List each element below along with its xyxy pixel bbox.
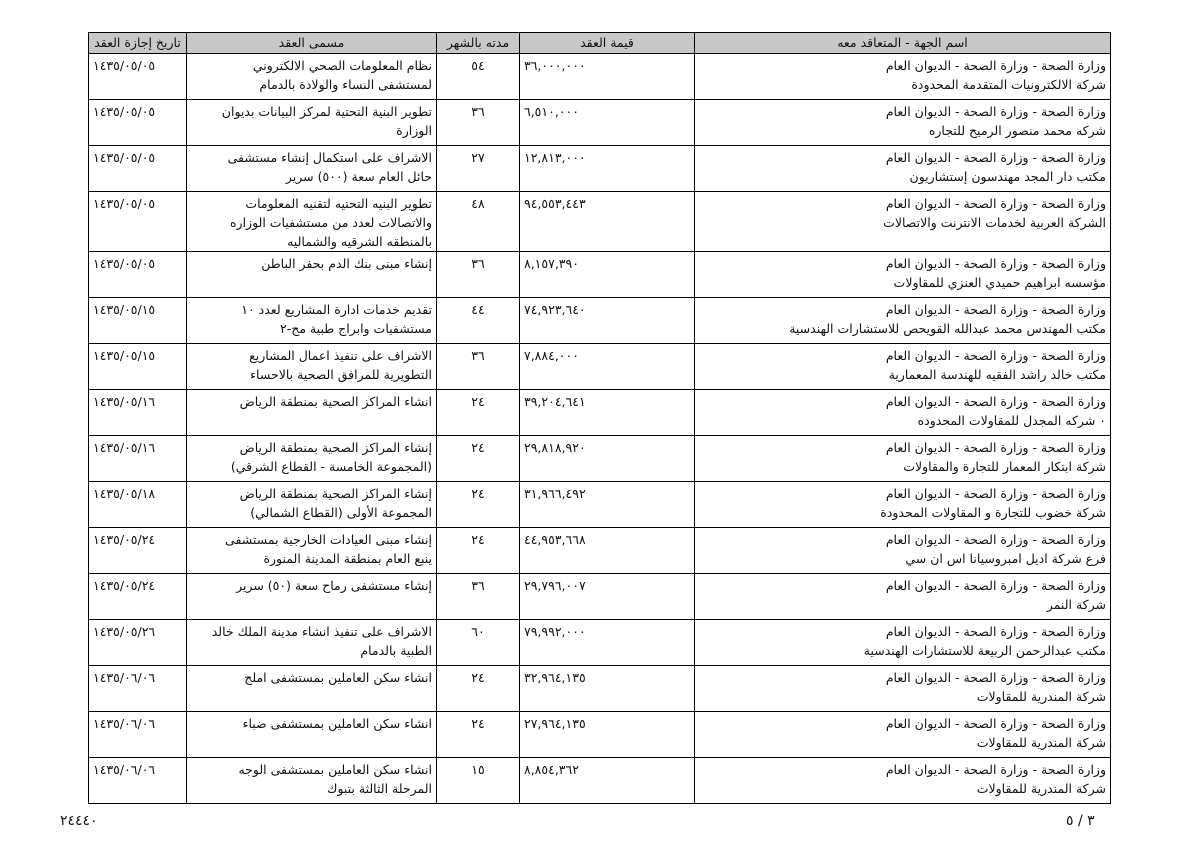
cell-party	[695, 54, 1111, 100]
cell-approval-date	[89, 252, 187, 298]
cell-approval-date	[89, 758, 187, 804]
cell-contract-name	[187, 528, 437, 574]
table-row	[89, 436, 1111, 482]
cell-contract-name	[187, 666, 437, 712]
cell-party-text: مكتب المهندس محمد عبدالله القويحص للاستشارات الهندسية	[789, 321, 1106, 336]
table-row	[89, 482, 1111, 528]
cell-contract-name-text: إنشاء مستشفى رماح سعة (٥٠) سرير	[236, 578, 432, 593]
cell-party	[695, 712, 1111, 758]
cell-duration	[437, 666, 520, 712]
cell-contract-name	[187, 482, 437, 528]
cell-contract-name	[187, 620, 437, 666]
cell-value	[520, 146, 695, 192]
table-row	[89, 252, 1111, 298]
cell-duration	[437, 298, 520, 344]
cell-value	[520, 100, 695, 146]
header-duration: مدته بالشهر	[437, 33, 520, 54]
cell-approval-date-text: ١٤٣٥/٠٥/٢٤	[93, 532, 156, 547]
cell-contract-name-text: انشاء المراكز الصحية بمنطقة الرياض	[239, 394, 432, 409]
cell-party-text: شركة المندرية للمقاولات	[976, 689, 1106, 704]
cell-approval-date-text: ١٤٣٥/٠٥/١٥	[93, 348, 156, 363]
cell-duration	[437, 54, 520, 100]
cell-duration-text: ١٥	[471, 762, 485, 777]
cell-contract-name-text: تطوير البنيه التحتيه لتقنيه المعلومات	[245, 196, 432, 211]
cell-contract-name	[187, 390, 437, 436]
cell-party-text: وزارة الصحة - وزارة الصحة - الديوان العام	[885, 150, 1106, 165]
cell-party	[695, 344, 1111, 390]
cell-party-text: شركة المندرية للمقاولات	[976, 781, 1106, 796]
cell-value-text: ٩٤,٥٥٣,٤٤٣	[524, 196, 586, 211]
cell-value-text: ٧٩,٩٩٢,٠٠٠	[524, 624, 586, 639]
cell-approval-date-text: ١٤٣٥/٠٦/٠٦	[93, 670, 156, 685]
table-row	[89, 758, 1111, 804]
cell-contract-name	[187, 436, 437, 482]
cell-party-text: وزارة الصحة - وزارة الصحة - الديوان العام	[885, 578, 1106, 593]
cell-value	[520, 390, 695, 436]
cell-value-text: ٦,٥١٠,٠٠٠	[524, 104, 579, 119]
cell-contract-name-text: إنشاء مبنى العيادات الخارجية بمستشفى	[225, 532, 432, 547]
cell-party	[695, 436, 1111, 482]
cell-contract-name	[187, 758, 437, 804]
cell-duration-text: ٣٦	[471, 256, 485, 271]
table-row	[89, 100, 1111, 146]
cell-duration	[437, 146, 520, 192]
cell-approval-date	[89, 344, 187, 390]
cell-value	[520, 528, 695, 574]
cell-approval-date	[89, 100, 187, 146]
table-row	[89, 528, 1111, 574]
cell-party-text: شركه محمد منصور الرميح للتجاره	[928, 123, 1106, 138]
cell-party	[695, 192, 1111, 252]
cell-duration	[437, 528, 520, 574]
header-approval-date: تاريخ إجازة العقد	[89, 33, 187, 54]
cell-duration-text: ٣٦	[471, 578, 485, 593]
cell-duration	[437, 574, 520, 620]
cell-value	[520, 666, 695, 712]
cell-approval-date-text: ١٤٣٥/٠٥/١٨	[93, 486, 156, 501]
cell-value-text: ٤٤,٩٥٣,٦٦٨	[524, 532, 586, 547]
cell-party	[695, 758, 1111, 804]
cell-party-text: وزارة الصحة - وزارة الصحة - الديوان العام	[885, 440, 1106, 455]
cell-value-text: ١٢,٨١٣,٠٠٠	[524, 150, 586, 165]
cell-value	[520, 436, 695, 482]
cell-approval-date	[89, 390, 187, 436]
table-row	[89, 54, 1111, 100]
cell-approval-date	[89, 712, 187, 758]
cell-party	[695, 390, 1111, 436]
cell-value-text: ٢٩,٨١٨,٩٢٠	[524, 440, 586, 455]
cell-contract-name	[187, 146, 437, 192]
cell-contract-name	[187, 54, 437, 100]
cell-value-text: ٧٤,٩٢٣,٦٤٠	[524, 302, 586, 317]
cell-party	[695, 574, 1111, 620]
cell-value	[520, 252, 695, 298]
cell-value-text: ٣١,٩٦٦,٤٩٢	[524, 486, 586, 501]
cell-contract-name-text: الاشراف على استكمال إنشاء مستشفى	[227, 150, 432, 165]
cell-contract-name-text: المجموعة الأولى (القطاع الشمالي)	[250, 505, 432, 520]
cell-approval-date-text: ١٤٣٥/٠٥/٢٦	[93, 624, 156, 639]
cell-contract-name-text: الاشراف على تنفيذ انشاء مدينة الملك خالد	[211, 624, 432, 639]
cell-contract-name-text: إنشاء المراكز الصحية بمنطقة الرياض	[239, 440, 432, 455]
cell-duration-text: ٢٤	[471, 486, 485, 501]
cell-approval-date	[89, 620, 187, 666]
header-party: اسم الجهة - المتعاقد معه	[695, 33, 1111, 54]
cell-value-text: ٢٩,٧٩٦,٠٠٧	[524, 578, 586, 593]
cell-party-text: وزارة الصحة - وزارة الصحة - الديوان العام	[885, 302, 1106, 317]
cell-party-text: شركة ابتكار المعمار للتجارة والمقاولات	[903, 459, 1106, 474]
cell-approval-date-text: ١٤٣٥/٠٥/١٦	[93, 440, 156, 455]
table-row	[89, 298, 1111, 344]
cell-contract-name-text: الوزارة	[396, 123, 432, 138]
cell-value	[520, 758, 695, 804]
cell-duration	[437, 482, 520, 528]
cell-approval-date	[89, 528, 187, 574]
cell-contract-name-text: إنشاء مبنى بنك الدم بحفر الباطن	[261, 256, 432, 271]
cell-value-text: ٧,٨٨٤,٠٠٠	[524, 348, 579, 363]
cell-approval-date-text: ١٤٣٥/٠٥/٠٥	[93, 196, 156, 211]
cell-value	[520, 344, 695, 390]
cell-approval-date	[89, 482, 187, 528]
cell-party-text: الشركة العربية لخدمات الانترنت والاتصالات	[883, 215, 1106, 230]
cell-party-text: وزارة الصحة - وزارة الصحة - الديوان العام	[885, 58, 1106, 73]
cell-approval-date-text: ١٤٣٥/٠٦/٠٦	[93, 762, 156, 777]
cell-approval-date-text: ١٤٣٥/٠٥/٠٥	[93, 58, 156, 73]
cell-approval-date	[89, 298, 187, 344]
cell-party-text: وزارة الصحة - وزارة الصحة - الديوان العام	[885, 716, 1106, 731]
header-contract-name: مسمى العقد	[187, 33, 437, 54]
cell-party-text: مكتب دار المجد مهندسون إستشاريون	[909, 169, 1106, 184]
cell-contract-name-text: حائل العام سعة (٥٠٠) سرير	[285, 169, 432, 184]
page-number: ٣ / ٥	[1066, 813, 1095, 829]
cell-contract-name-text: مستشفيات وابراج طبية مج-٢	[280, 321, 432, 336]
cell-contract-name-text: انشاء سكن العاملين بمستشفى الوجه	[238, 762, 432, 777]
cell-contract-name	[187, 712, 437, 758]
cell-duration-text: ٢٤	[471, 716, 485, 731]
cell-value	[520, 712, 695, 758]
cell-party-text: شركة النمر	[1046, 597, 1106, 612]
cell-party-text: وزارة الصحة - وزارة الصحة - الديوان العام	[885, 256, 1106, 271]
cell-approval-date-text: ١٤٣٥/٠٥/٢٤	[93, 578, 156, 593]
cell-duration	[437, 436, 520, 482]
cell-party-text: مكتب خالد راشد الفقيه للهندسة المعمارية	[888, 367, 1106, 382]
cell-duration-text: ٢٤	[471, 670, 485, 685]
cell-duration-text: ٤٤	[471, 302, 485, 317]
cell-party-text: وزارة الصحة - وزارة الصحة - الديوان العام	[885, 532, 1106, 547]
cell-party-text: شركة الالكترونيات المتقدمة المحدودة	[911, 77, 1106, 92]
cell-contract-name-text: والاتصالات لعدد من مستشفيات الوزاره	[229, 215, 432, 230]
cell-value	[520, 298, 695, 344]
table-row	[89, 344, 1111, 390]
cell-contract-name-text: تطوير البنية التحتية لمركز البيانات بديوان	[221, 104, 432, 119]
cell-value-text: ٣٢,٩٦٤,١٣٥	[524, 670, 586, 685]
cell-party	[695, 666, 1111, 712]
cell-contract-name-text: بالمنطقه الشرقيه والشماليه	[287, 234, 432, 249]
cell-approval-date	[89, 192, 187, 252]
cell-party	[695, 482, 1111, 528]
cell-contract-name-text: الاشراف على تنفيذ اعمال المشاريع	[249, 348, 432, 363]
cell-value-text: ٨,٨٥٤,٣٦٢	[524, 762, 579, 777]
cell-party-text: وزارة الصحة - وزارة الصحة - الديوان العام	[885, 196, 1106, 211]
cell-party	[695, 298, 1111, 344]
table-row	[89, 192, 1111, 252]
cell-approval-date-text: ١٤٣٥/٠٥/١٦	[93, 394, 156, 409]
cell-duration	[437, 390, 520, 436]
cell-approval-date	[89, 54, 187, 100]
cell-duration-text: ٣٦	[471, 348, 485, 363]
cell-party-text: وزارة الصحة - وزارة الصحة - الديوان العام	[885, 486, 1106, 501]
cell-approval-date	[89, 436, 187, 482]
cell-duration	[437, 712, 520, 758]
cell-contract-name-text: لمستشفى النساء والولادة بالدمام	[259, 77, 432, 92]
cell-contract-name-text: نظام المعلومات الصحي الالكتروني	[252, 58, 432, 73]
cell-party-text: مؤسسه ابراهيم حميدي العنزي للمقاولات	[893, 275, 1106, 290]
cell-value	[520, 192, 695, 252]
cell-duration	[437, 344, 520, 390]
cell-contract-name-text: التطويرية للمرافق الصحية بالاحساء	[250, 367, 432, 382]
cell-party	[695, 252, 1111, 298]
cell-contract-name-text: المرحلة الثالثة بتبوك	[327, 781, 432, 796]
cell-party-text: مكتب عبدالرحمن الربيعة للاستشارات الهندسية	[863, 643, 1106, 658]
cell-value	[520, 54, 695, 100]
cell-duration	[437, 252, 520, 298]
cell-party-text: وزارة الصحة - وزارة الصحة - الديوان العام	[885, 670, 1106, 685]
cell-party	[695, 100, 1111, 146]
cell-approval-date	[89, 146, 187, 192]
table-row	[89, 574, 1111, 620]
cell-party-text: وزارة الصحة - وزارة الصحة - الديوان العام	[885, 348, 1106, 363]
cell-value	[520, 574, 695, 620]
cell-value	[520, 482, 695, 528]
cell-approval-date-text: ١٤٣٥/٠٥/٠٥	[93, 150, 156, 165]
cell-duration	[437, 100, 520, 146]
cell-approval-date-text: ١٤٣٥/٠٦/٠٦	[93, 716, 156, 731]
cell-contract-name-text: انشاء سكن العاملين بمستشفى ضباء	[242, 716, 432, 731]
cell-value-text: ٣٦,٠٠٠,٠٠٠	[524, 58, 586, 73]
cell-value-text: ٣٩,٢٠٤,٦٤١	[524, 394, 586, 409]
cell-duration-text: ٣٦	[471, 104, 485, 119]
contracts-table	[88, 32, 1111, 804]
cell-duration	[437, 758, 520, 804]
cell-party-text: وزارة الصحة - وزارة الصحة - الديوان العام	[885, 762, 1106, 777]
cell-contract-name	[187, 298, 437, 344]
cell-contract-name	[187, 252, 437, 298]
cell-contract-name-text: إنشاء المراكز الصحية بمنطقة الرياض	[239, 486, 432, 501]
cell-contract-name	[187, 574, 437, 620]
table-row	[89, 390, 1111, 436]
cell-value-text: ٨,١٥٧,٣٩٠	[524, 256, 579, 271]
cell-party	[695, 528, 1111, 574]
cell-duration-text: ٦٠	[471, 624, 485, 639]
table-row	[89, 620, 1111, 666]
cell-duration-text: ٢٤	[471, 440, 485, 455]
cell-contract-name	[187, 100, 437, 146]
cell-party-text: وزارة الصحة - وزارة الصحة - الديوان العام	[885, 624, 1106, 639]
cell-approval-date	[89, 574, 187, 620]
document-number: ٢٤٤٤٠	[60, 813, 98, 829]
cell-duration	[437, 620, 520, 666]
cell-party-text: وزارة الصحة - وزارة الصحة - الديوان العام	[885, 104, 1106, 119]
cell-party	[695, 620, 1111, 666]
cell-duration-text: ٤٨	[471, 196, 485, 211]
cell-contract-name	[187, 344, 437, 390]
cell-party-text: شركة المندرية للمقاولات	[976, 735, 1106, 750]
cell-contract-name-text: انشاء سكن العاملين بمستشفى املج	[244, 670, 432, 685]
cell-party-text: فرع شركة اديل امبروسيانا اس ان سي	[905, 551, 1106, 566]
cell-party	[695, 146, 1111, 192]
cell-contract-name	[187, 192, 437, 252]
cell-duration-text: ٢٤	[471, 532, 485, 547]
cell-contract-name-text: تقديم خدمات ادارة المشاريع لعدد ١٠	[241, 302, 432, 317]
table-row	[89, 146, 1111, 192]
cell-party-text: ٠ شركه المجدل للمقاولات المحدوده	[917, 413, 1106, 428]
table-header-row	[89, 33, 1111, 54]
cell-value-text: ٢٧,٩٦٤,١٣٥	[524, 716, 586, 731]
cell-approval-date-text: ١٤٣٥/٠٥/٠٥	[93, 256, 156, 271]
table-row	[89, 666, 1111, 712]
header-value: قيمة العقد	[520, 33, 695, 54]
cell-duration	[437, 192, 520, 252]
cell-party-text: وزارة الصحة - وزارة الصحة - الديوان العام	[885, 394, 1106, 409]
cell-duration-text: ٢٧	[471, 150, 485, 165]
cell-approval-date-text: ١٤٣٥/٠٥/١٥	[93, 302, 156, 317]
cell-party-text: شركة خضوب للتجارة و المقاولات المحدودة	[880, 505, 1106, 520]
cell-duration-text: ٥٤	[471, 58, 485, 73]
cell-contract-name-text: ينبع العام بمنطقة المدينة المنورة	[263, 551, 432, 566]
cell-contract-name-text: (المجموعة الخامسة - القطاع الشرقي)	[230, 459, 432, 474]
cell-approval-date	[89, 666, 187, 712]
cell-value	[520, 620, 695, 666]
cell-approval-date-text: ١٤٣٥/٠٥/٠٥	[93, 104, 156, 119]
cell-contract-name-text: الطبية بالدمام	[360, 643, 432, 658]
cell-duration-text: ٢٤	[471, 394, 485, 409]
table-row	[89, 712, 1111, 758]
